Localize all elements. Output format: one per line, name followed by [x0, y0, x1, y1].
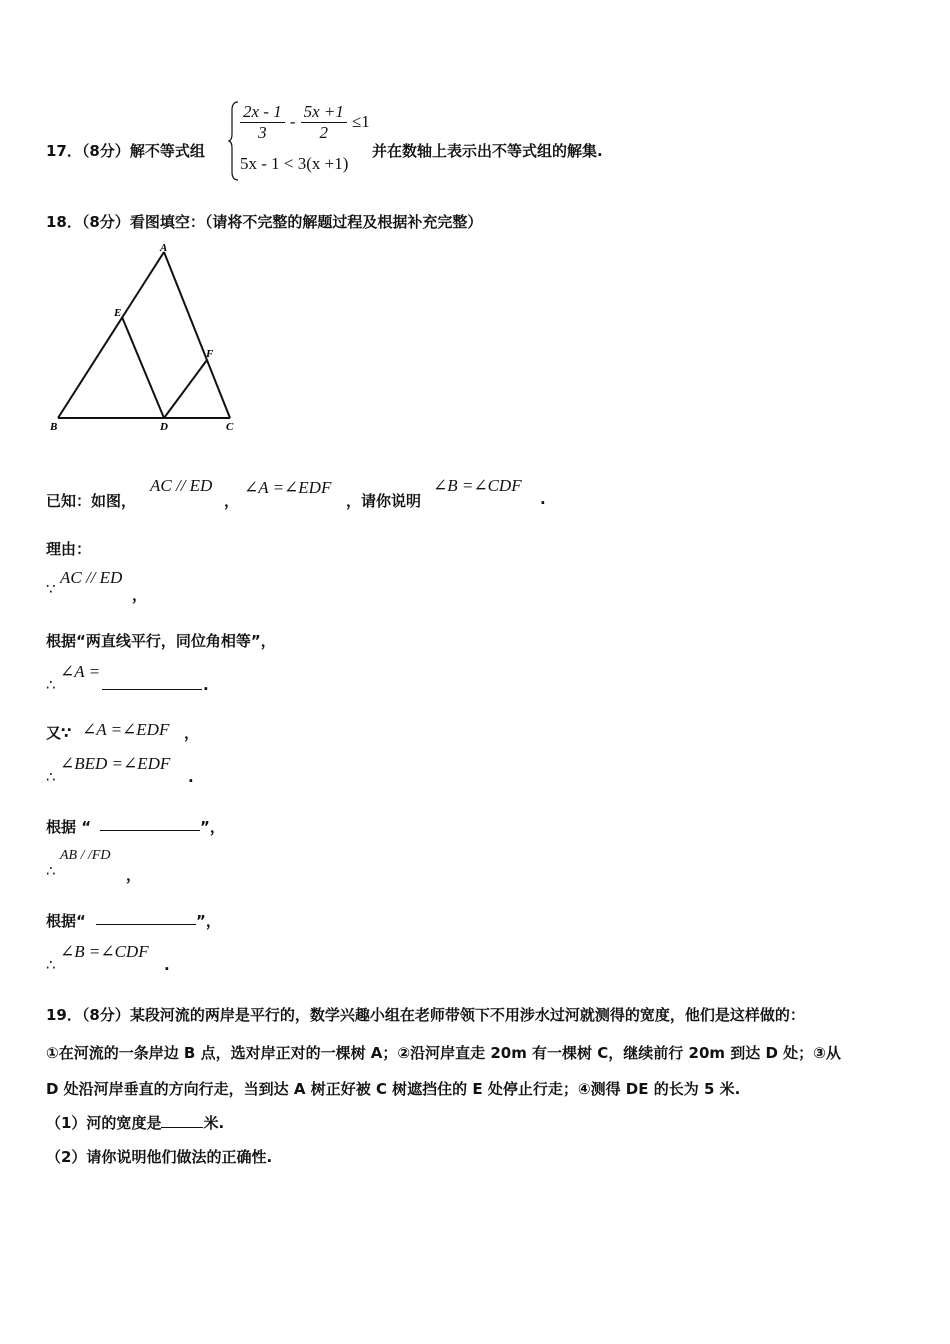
q19-sub1	[46, 1112, 224, 1133]
q19-score: （8分）	[81, 1006, 130, 1024]
q18-title-line	[46, 211, 482, 232]
label-f: F	[206, 348, 214, 360]
q17-lead: 解不等式组	[129, 142, 205, 160]
basis3-post: ”，	[196, 912, 221, 930]
known-m2: ∠A =∠EDF	[244, 478, 332, 497]
q17-number: 17．	[46, 142, 82, 160]
q19-number: 19．	[46, 1006, 82, 1024]
step6-end: .	[164, 956, 170, 974]
known-m3: ∠B =∠CDF	[433, 476, 522, 495]
label-e: E	[114, 307, 122, 319]
because-symbol: ∵	[46, 580, 56, 598]
q17-score: （8分）	[81, 142, 130, 160]
frac-b	[301, 102, 347, 143]
label-b: B	[50, 421, 58, 433]
segment-ab	[58, 252, 164, 418]
step2-blank[interactable]	[102, 675, 202, 694]
step4-end: .	[188, 768, 194, 786]
q19-line3: D 处沿河岸垂直的方向行走，当到达 A 树正好被 C 树遮挡住的 E 处停止行走；④测得 DE 的长为 5 米.	[46, 1080, 741, 1098]
basis2-blank[interactable]	[100, 816, 200, 835]
q19-line1	[46, 1004, 805, 1025]
therefore-symbol-2: ∴	[46, 768, 56, 786]
frac-a	[240, 102, 285, 143]
step3-math: ∠A =∠EDF	[82, 720, 170, 739]
q17-line	[46, 140, 205, 161]
frac-a-num: 2x - 1	[240, 102, 285, 123]
step5-end: ，	[126, 866, 142, 884]
step2-math: ∠A =	[60, 662, 101, 681]
step3-end: ，	[184, 724, 200, 742]
frac-b-den: 2	[319, 123, 328, 142]
known-sep2: ，请你说明	[346, 492, 422, 510]
label-a: A	[160, 242, 168, 254]
step2-end: .	[203, 676, 209, 694]
segment-ed	[122, 317, 164, 418]
again-label: 又∵	[46, 724, 72, 742]
label-c: C	[226, 421, 234, 433]
basis2-pre: 根据 “	[46, 818, 92, 836]
known-prefix: 已知：如图，	[46, 492, 137, 510]
triangle-figure	[40, 240, 250, 440]
q19-line2: ①在河流的一条岸边 B 点，选对岸正对的一棵树 A；②沿河岸直走 20m 有一棵树 C，继续前行 20m 到达 D 处；③从	[46, 1044, 841, 1062]
step1-math: AC // ED	[60, 568, 123, 587]
step1-end: ，	[132, 586, 148, 604]
q18-number: 18．	[46, 213, 82, 231]
ineq-2: 5x - 1 < 3(x +1)	[240, 154, 349, 173]
label-d: D	[160, 421, 168, 433]
step5-math: AB / /FD	[60, 848, 111, 863]
q19-text1: 某段河流的两岸是平行的，数学兴趣小组在老师带领下不用涉水过河就测得的宽度，他们是这样做的：	[129, 1006, 805, 1024]
segment-df	[164, 360, 207, 418]
therefore-symbol-1: ∴	[46, 676, 56, 694]
therefore-symbol-3: ∴	[46, 862, 56, 880]
known-m1: AC // ED	[150, 476, 213, 495]
sub1-pre: （1）河的宽度是	[46, 1114, 162, 1132]
known-end: .	[540, 490, 546, 508]
sub1-post: 米.	[203, 1114, 225, 1132]
frac-b-num: 5x +1	[301, 102, 347, 123]
q18-title: 看图填空：（请将不完整的解题过程及根据补充完整）	[129, 213, 483, 231]
q18-known	[46, 490, 136, 511]
reason-label: 理由：	[46, 540, 92, 558]
basis2-post: ”，	[200, 818, 225, 836]
ineq-1	[240, 102, 370, 143]
step6-math: ∠B =∠CDF	[60, 942, 149, 961]
q17-tail: 并在数轴上表示出不等式组的解集.	[372, 142, 603, 160]
sub1-blank[interactable]	[161, 1113, 203, 1128]
known-sep1: ，	[224, 492, 240, 510]
therefore-symbol-4: ∴	[46, 956, 56, 974]
q18-score: （8分）	[81, 213, 130, 231]
basis3-blank[interactable]	[96, 910, 196, 929]
left-brace-icon	[228, 100, 240, 182]
frac-a-den: 3	[258, 123, 267, 142]
ineq-1-rhs: ≤1	[351, 112, 370, 131]
minus-sign: -	[289, 112, 296, 131]
segment-ac	[164, 252, 230, 418]
step4-math: ∠BED =∠EDF	[60, 754, 171, 773]
basis3-pre: 根据“	[46, 912, 86, 930]
basis1: 根据“两直线平行，同位角相等”，	[46, 632, 276, 650]
q19-sub2: （2）请你说明他们做法的正确性.	[46, 1148, 273, 1166]
